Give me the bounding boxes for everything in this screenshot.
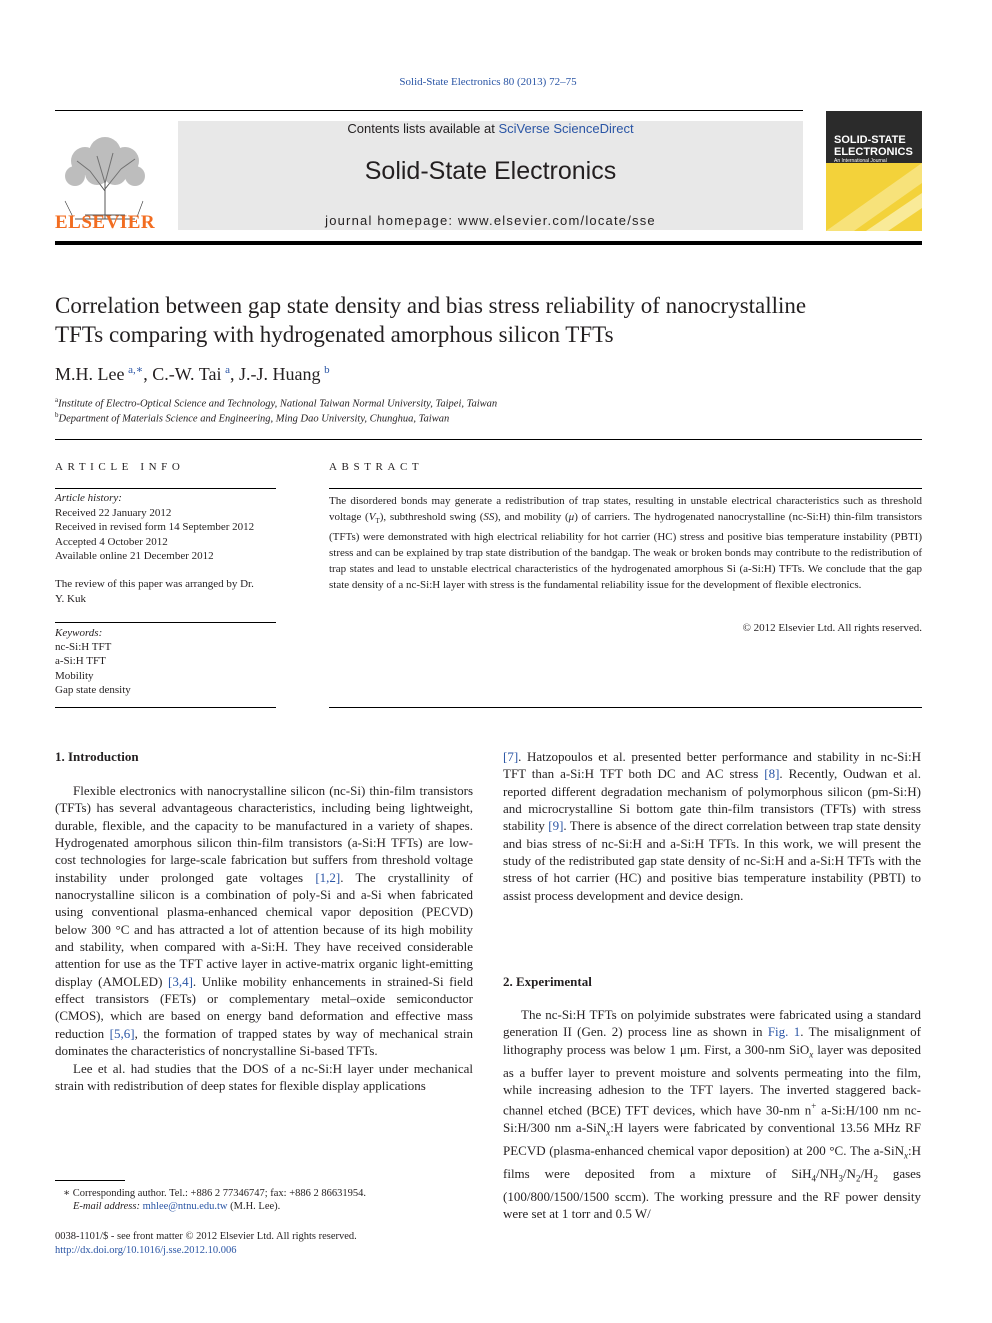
abstract-bottom-rule: [329, 707, 922, 708]
intro-paragraph-2-continued: [7]. Hatzopoulos et al. presented better performance and stability in nc-Si:H TFT than a-Si:H TFT both DC and AC stress [8]. Recently, Oudwan et al. reported different degradation mechanism of polymorphous silicon (pm-Si:H) and microcrystalline Si bottom gate thin-film transistors (TFTs) with stress stability [9]. There is absence of the direct correlation between trap state density and bias stress of nc-Si:H and a-Si:H TFTs. In this work, we will present the study of the redistributed gap state density of nc-Si:H and a-Si:H TFTs with the stress of hot carrier (HC) and positive bias temperature instability (PBTI) to assist process development and device design.: [503, 749, 922, 903]
author-affiliation-mark[interactable]: a: [225, 364, 230, 376]
reference-link[interactable]: [8]: [764, 766, 780, 782]
reference-link[interactable]: [1,2]: [315, 869, 341, 885]
affiliation-rule: [55, 439, 922, 440]
keywords-rule: [55, 622, 276, 623]
reference-link[interactable]: [7]: [503, 749, 519, 764]
author-list: M.H. Lee $^{a,∗}$, C.-W. Tai $^a$, J.-J. Huang $^b$: [55, 364, 330, 384]
online-date: Available online 21 December 2012: [55, 550, 214, 562]
journal-homepage[interactable]: journal homepage: www.elsevier.com/locate/sse: [325, 213, 656, 228]
review-note-line-2: Y. Kuk: [55, 593, 86, 605]
header-rule: [55, 110, 803, 111]
intro-paragraph-2-start: Lee et al. had studies that the DOS of a nc-Si:H layer under mechanical strain with redistribution of deep states for flexible display applications: [55, 1060, 473, 1093]
article-title-line-1: Correlation between gap state density and bias stress reliability of nanocrystalline: [55, 293, 807, 318]
footnote-rule: [55, 1180, 125, 1181]
figure-link[interactable]: Fig. 1: [767, 1024, 801, 1040]
keywords-label: Keywords:: [55, 627, 103, 639]
affiliation-a: $^a$Institute of Electro-Optical Science and Technology, National Taiwan Normal University, Taipei, Taiwan: [55, 396, 498, 410]
received-date: Received 22 January 2012: [55, 507, 172, 519]
cover-title-1: SOLID-STATE: [834, 134, 906, 146]
cover-pattern-icon: [826, 163, 922, 231]
experimental-paragraph-1: The nc-Si:H TFTs on polyimide substrates were fabricated using a standard generation II (Gen. 2) process line as shown in Fig. 1. The misalignment of lithography process was below 1 μm. First, a 300-nm SiO$_x$ layer was deposited as a buffer layer to prevent moisture and solvents permeating into the film, while increasing adhesion to the TFT layers. The inverted staggered back-channel etched (BCE) TFT devices, which have 30-nm n+ a-Si:H/100 nm nc-Si:H/300 nm a-SiN$_x$:H layers were fabricated by conventional 13.56 MHz RF PECVD (plasma-enhanced chemical vapor deposition) at 200 °C. The a-SiN$_x$:H films were deposited from a mixture of $SiH_4/NH_3/N_2/H_2$ gases (100/800/1500/1500 sccm). The working pressure and the RF power density were set at 1 torr and 0.5 W/: [503, 1007, 922, 1222]
abstract-rule: [329, 488, 922, 489]
keyword-item: nc-Si:H TFT: [55, 641, 112, 653]
email-link[interactable]: mhlee@ntnu.edu.tw: [142, 1201, 228, 1212]
sciencedirect-link[interactable]: SciVerse ScienceDirect: [498, 121, 634, 136]
author-name: C.-W. Tai: [152, 364, 222, 384]
review-note-line-1: The review of this paper was arranged by Dr.: [55, 578, 254, 590]
issn-line: 0038-1101/$ - see front matter © 2012 Elsevier Ltd. All rights reserved.: [55, 1231, 357, 1242]
copyright-line: © 2012 Elsevier Ltd. All rights reserved.: [742, 622, 922, 634]
article-info-rule: [55, 488, 276, 489]
revised-date: Received in revised form 14 September 2012: [55, 521, 255, 533]
keyword-item: Mobility: [55, 670, 94, 682]
elsevier-wordmark: ELSEVIER: [55, 212, 156, 233]
reference-link[interactable]: [5,6]: [109, 1025, 135, 1041]
author-affiliation-mark[interactable]: a,∗: [128, 364, 144, 376]
reference-link[interactable]: [3,4]: [167, 973, 193, 989]
abstract-heading: ABSTRACT: [329, 461, 424, 473]
intro-body-column-2: [503, 748, 921, 904]
author-name: M.H. Lee: [55, 364, 125, 384]
intro-body-column-1: [55, 782, 473, 1094]
contents-prefix: Contents lists available at: [347, 121, 499, 136]
journal-name: Solid-State Electronics: [364, 157, 617, 185]
accepted-date: Accepted 4 October 2012: [55, 536, 168, 548]
article-info-bottom-rule: [55, 707, 276, 708]
contents-line: [178, 121, 803, 136]
article-title-line-2: TFTs comparing with hydrogenated amorphous silicon TFTs: [55, 322, 614, 347]
article-info-heading: ARTICLE INFO: [55, 461, 185, 473]
journal-cover[interactable]: [826, 111, 922, 231]
email-note: E-mail address: mhlee@ntnu.edu.tw (M.H. Lee).: [73, 1201, 281, 1212]
header-thick-rule: [55, 241, 922, 245]
section-heading-introduction: 1. Introduction: [55, 749, 139, 764]
reference-link[interactable]: [9]: [548, 818, 564, 834]
intro-paragraph-1: Flexible electronics with nanocrystalline silicon (nc-Si) thin-film transistors (TFTs) has several advantageous characteristics, including being lightweight, durable, flexible, and the capacity to be manufactured in a variety of shapes. Hydrogenated amorphous silicon thin-film transistors (a-Si:H TFTs) are low-cost technologies for large-scale fabrication but suffers from threshold voltage instability under prolonged gate voltages [1,2]. The crystallinity of nanocrystalline silicon is a combination of poly-Si and a-Si when fabricated using conventional plasma-enhanced chemical vapor deposition (PECVD) below 300 °C and has attracted a lot of attention because of its high mobility and stability, when compared with a-Si:H. They have received considerable attention for use as the TFT active layer in active-matrix organic light-emitting display (AMOLED) [3,4]. Unlike mobility enhancements in strained-Si field effect transistors (FETs) or complementary metal–oxide semiconductor (CMOS), which are based on energy band deformation and effective mass reduction [5,6], the formation of trapped states by way of mechanical strain dominates the characteristics of noncrystalline Si-based TFTs.: [55, 783, 473, 1059]
doi-link[interactable]: http://dx.doi.org/10.1016/j.sse.2012.10.006: [55, 1245, 237, 1256]
keyword-item: Gap state density: [55, 684, 131, 696]
author-name: J.-J. Huang: [238, 364, 321, 384]
abstract-text: The disordered bonds may generate a redistribution of trap states, resulting in unstable electrical characteristics such as threshold voltage $(V_T)$, subthreshold swing (SS), and mobility (μ) of carriers. The hydrogenated nanocrystalline (nc-Si:H) thin-film transistors (TFTs) were demonstrated with high electrical reliability for hot carrier (HC) stress and positive bias temperature instability (PBTI) stress and can be explained by trap state distribution of the bandgap. The weak or broken bonds may contribute to the redistribution of trap states and lead to unstable electrical characteristics of the hydrogenated amorphous Si (a-Si:H) TFTs. We conclude that the gap state density of a nc-Si:H layer with stress is the fundamental reliability issue for the development of flexible electronics.: [329, 495, 923, 592]
author-affiliation-mark[interactable]: b: [324, 364, 330, 376]
section-heading-experimental: 2. Experimental: [503, 974, 592, 989]
article-history-label: Article history:: [55, 492, 122, 504]
keyword-item: a-Si:H TFT: [55, 655, 106, 667]
corresponding-author-note: ∗ Corresponding author. Tel.: +886 2 77346747; fax: +886 2 86631954.: [63, 1188, 366, 1199]
affiliation-b: $^b$Department of Materials Science and Engineering, Ming Dao University, Chunghua, Taiwan: [55, 411, 450, 425]
experimental-body: [503, 1006, 921, 1222]
journal-citation[interactable]: Solid-State Electronics 80 (2013) 72–75: [399, 76, 577, 88]
cover-title-2: ELECTRONICS: [834, 146, 913, 158]
cover-subtitle: An International Journal: [834, 158, 887, 164]
